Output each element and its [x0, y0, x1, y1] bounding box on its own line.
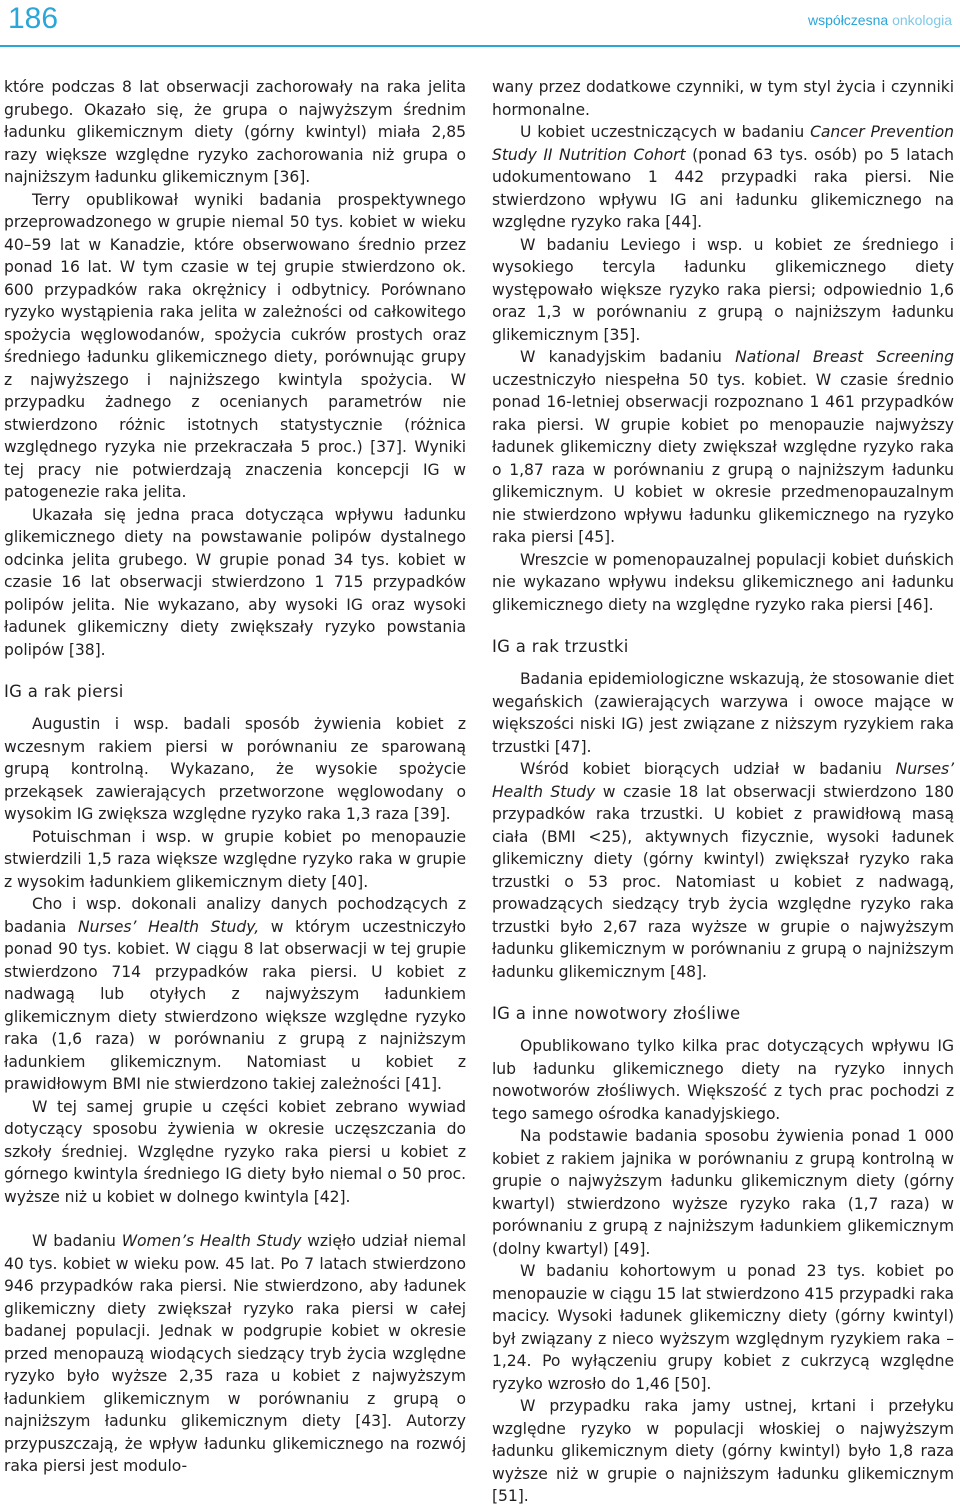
- paragraph: [492, 346, 954, 549]
- text: w czasie 18 lat obserwacji stwierdzono 180 przypadków raka trzustki. U kobiet z prawidłową masą ciała (BMI <25), aktywnych fizycznie, wysoki ładunek glikemiczny diety (górny kwintyl) zwiększał ryzyko raka trzustki o 53 proc. Natomiast u kobiet z nadwagą, prowadzących siedzący tryb życia względne ryzyko raka trzustki było 2,67 raza wyższe w grupie o najwyższym ładunku glikemicznym w porównaniu z grupą o najniższym ładunku glikemicznym [48].: [492, 782, 954, 981]
- text: wzięło udział niemal 40 tys. kobiet w wieku pow. 45 lat. Po 7 latach stwierdzono 946 przypadków raka piersi. Nie stwierdzono, aby ładunek glikemiczny diety zwiększał ryzyko raka piersi w całej badanej populacji. Jednak w podgrupie kobiet w okresie przed menopauzą wiodących siedzący tryb życia względne ryzyko było wyższe 2,35 raza u kobiet z najwyższym ładunkiem glikemicznym w porównaniu z grupą o najniższym ładunku glikemicznym diety [43]. Autorzy przypuszczają, że wpływ ładunku glikemicznego na rozwój raka piersi jest modulo-: [4, 1232, 466, 1475]
- paragraph: Opublikowano tylko kilka prac dotyczących wpływu IG lub ładunku glikemicznego diety na ryzyko innych nowotworów złośliwych. Większość z tych prac pochodzi z tego samego ośrodka kanadyjskiego.: [492, 1037, 954, 1123]
- paragraph: W tej samej grupie u części kobiet zebrano wywiad dotyczący sposobu żywienia w okresie uczęszczania do szkoły średniej. Względne ryzyko raka piersi u kobiet z górnego kwintyla średniego IG diety było niemal o 50 proc. wyższe niż u kobiet w dolnego kwintyla [42].: [4, 1097, 466, 1206]
- text: Cho i wsp. dokonali analizy danych pochodzących z badania: [4, 895, 466, 936]
- study-name: Nurses’ Health Study,: [78, 917, 260, 936]
- study-name: National Breast Screening: [735, 348, 954, 366]
- paragraph: Wreszcie w pomenopauzalnej populacji kobiet duńskich nie wykazano wpływu indeksu glikemicznego ani ładunku glikemicznego diety na względne ryzyko raka piersi [46].: [492, 550, 954, 614]
- section-heading-other: IG a inne nowotwory złośliwe: [492, 1004, 741, 1023]
- journal-title-accent: onkologia: [892, 12, 952, 28]
- text: W kanadyjskim badaniu: [520, 348, 736, 366]
- paragraph: Badania epidemiologiczne wskazują, że stosowanie diet wegańskich (zawierających warzywa i owoce mające w większości niski IG) jest związane z niższym ryzykiem raka trzustki [47].: [492, 670, 954, 756]
- journal-title-prefix: współczesna: [808, 12, 889, 28]
- section-heading-breast: IG a rak piersi: [4, 682, 124, 701]
- paragraph: W przypadku raka jamy ustnej, krtani i przełyku względne ryzyko w populacji włoskiej o najwyższym ładunku glikemicznym diety (górny kwintyl) było 1,8 raza wyższe niż w grupie o najniższym ładunku glikemicznym [51].: [492, 1397, 954, 1505]
- text: Wśród kobiet biorących udział w badaniu: [520, 760, 896, 778]
- study-name: Cancer Prevention Study II Nutrition Cohort: [492, 123, 954, 164]
- paragraph: [4, 1230, 466, 1478]
- text: U kobiet uczestniczących w badaniu: [520, 123, 811, 141]
- paragraph: [4, 893, 466, 1096]
- paragraph: [492, 121, 954, 234]
- paragraph: [492, 758, 954, 983]
- left-column: [4, 76, 466, 1478]
- text: (ponad 63 tys. osób) po 5 latach udokumentowano 1 442 przypadki raka piersi. Nie stwierdzono wpływu IG ani ładunku glikemicznego na względne ryzyko raka [44].: [492, 145, 954, 231]
- paragraph: Potuischman i wsp. w grupie kobiet po menopauzie stwierdzili 1,5 raza większe względne ryzyko raka w grupie z wysokim ładunkiem glikemicznym diety [40].: [4, 827, 466, 891]
- right-column: [492, 76, 954, 1508]
- paragraph: W badaniu kohortowym u ponad 23 tys. kobiet po menopauzie w ciągu 15 lat stwierdzono 415 przypadki raka macicy. Wysoki ładunek glikemiczny diety (górny kwintyl) był związany z nieco wyższym względnym ryzykiem raka – 1,24. Po wyłączeniu grupy kobiet z cukrzycą względne ryzyko wzrosło do 1,46 [50].: [492, 1262, 954, 1393]
- paragraph: Terry opublikował wyniki badania prospektywnego przeprowadzonego w grupie niemal 50 tys. kobiet w wieku 40–59 lat w Kanadzie, które obserwowano średnio przez ponad 16 lat. W tym czasie w tej grupie stwierdzono ok. 600 przypadków raka okrężnicy i odbytnicy. Porównano ryzyko wystąpienia raka jelita w zależności od całkowitego spożycia węglowodanów, spożycia cukrów prostych oraz średniego ładunku glikemicznego diety, porównując grupy z najwyższego i najniższego kwintyla spożycia. W przypadku żadnego z ocenianych parametrów nie stwierdzono różnic istotnych statystycznie (różnica względnego ryzyka nie przekraczała 5 proc.) [37]. Wyniki tej pracy nie potwierdzają znaczenia koncepcji IG w patogenezie raka jelita.: [4, 190, 466, 501]
- header-rule: [0, 45, 960, 47]
- paragraph: Augustin i wsp. badali sposób żywienia kobiet z wczesnym rakiem piersi w porównaniu ze sparowaną grupą kontrolną. Wykazano, że wysokie spożycie przekąsek zawierających przetworzone węglowodany o wysokim IG zwiększa względne ryzyko raka 1,3 raza [39].: [4, 715, 466, 823]
- journal-title: [808, 12, 952, 28]
- study-name: Women’s Health Study: [121, 1232, 302, 1250]
- text: w którym uczestniczyło ponad 90 tys. kobiet. W ciągu 8 lat obserwacji w tej grupie stwierdzono 714 przypadków raka piersi. U kobiet z nadwagą lub otyłych z najwyższym ładunkiem glikemicznym diety stwierdzono większe względne ryzyko raka (1,6 raza) w porównaniu z grupą z najniższym ładunkiem glikemicznym. Natomiast u kobiet z prawidłowym BMI nie stwierdzono takiej zależności [41].: [4, 917, 466, 1093]
- page-header: [0, 0, 960, 44]
- page-number: 186: [8, 2, 59, 35]
- section-heading-pancreas: IG a rak trzustki: [492, 637, 629, 656]
- text: W badaniu: [32, 1232, 122, 1250]
- paragraph: Ukazała się jedna praca dotycząca wpływu ładunku glikemicznego diety na powstawanie polipów dystalnego odcinka jelita grubego. W grupie ponad 34 tys. kobiet w czasie 16 lat obserwacji stwierdzono 1 715 przypadków polipów jelita. Nie wykazano, aby wysoki IG oraz wysoki ładunek glikemiczny diety zwiększały ryzyko powstania polipów [38].: [4, 505, 466, 659]
- text: uczestniczyło niespełna 50 tys. kobiet. W czasie średnio ponad 16-letniej obserwacji rozpoznano 1 461 przypadków raka piersi. W grupie kobiet po menopauzie najwyższy ładunek glikemiczny diety zwiększał względne ryzyko raka o 1,87 raza w porównaniu z grupą o najniższym ładunku glikemicznym. U kobiet w okresie przedmenopauzalnym nie stwierdzono wpływu ładunku glikemicznego na ryzyko raka piersi [45].: [492, 370, 954, 546]
- study-name: Nurses’ Health Study: [492, 760, 954, 801]
- paragraph: Na podstawie badania sposobu żywienia ponad 1 000 kobiet z rakiem jajnika w porównaniu z grupą kontrolną w grupie o najwyższym ładunku glikemicznym diety (górny kwartyl) stwierdzono wyższe ryzyko raka (1,7 raza) w porównaniu z grupą z najniższym ładunkiem glikemicznym (dolny kwartyl) [49].: [492, 1127, 954, 1258]
- paragraph: wany przez dodatkowe czynniki, w tym styl życia i czynniki hormonalne.: [492, 78, 954, 119]
- paragraph: W badaniu Leviego i wsp. u kobiet ze średniego i wysokiego tercyla ładunku glikemicznego diety występowało większe ryzyko raka piersi; odpowiednio 1,6 oraz 1,3 w porównaniu z grupą o najniższym ładunku glikemicznym [35].: [492, 235, 954, 344]
- paragraph: które podczas 8 lat obserwacji zachorowały na raka jelita grubego. Okazało się, że grupa o najwyższym średnim ładunku glikemicznym diety (górny kwintyl) miała 2,85 razy większe względne ryzyko zachorowania niż grupa o najniższym ładunku glikemicznym [36].: [4, 78, 466, 186]
